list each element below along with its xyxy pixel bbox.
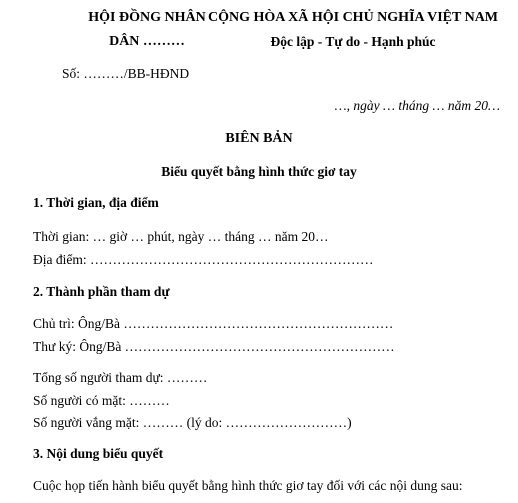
section-1-heading: 1. Thời gian, địa điểm	[33, 195, 159, 210]
council-name-line2: DÂN ………	[109, 34, 185, 49]
chairperson-line: Chủ trì: Ông/Bà ……………………………………………………	[33, 316, 394, 331]
secretary-line: Thư ký: Ông/Bà ……………………………………………………	[33, 339, 395, 354]
section-3-heading: 3. Nội dung biểu quyết	[33, 446, 164, 461]
voting-intro: Cuộc họp tiến hành biểu quyết bằng hình thức giơ tay đối với các nội dung sau:	[33, 478, 463, 493]
absent-count-line: Số người vắng mặt: ……… (lý do: ………………………)	[33, 415, 352, 430]
national-heading	[208, 10, 498, 50]
total-attendees-line: Tổng số người tham dự: ………	[33, 370, 208, 385]
present-count-line: Số người có mặt: ………	[33, 393, 170, 408]
national-motto: Độc lập - Tự do - Hạnh phúc	[270, 34, 436, 49]
meeting-place: Địa điểm: ………………………………………………………	[33, 252, 374, 267]
meeting-time: Thời gian: … giờ … phút, ngày … tháng … năm 20…	[33, 229, 329, 244]
document-subtitle: Biểu quyết bằng hình thức giơ tay	[161, 164, 357, 179]
document-title: BIÊN BẢN	[225, 131, 293, 146]
council-name-line1: HỘI ĐỒNG NHÂN	[88, 10, 206, 25]
country-name: CỘNG HÒA XÃ HỘI CHỦ NGHĨA VIỆT NAM	[208, 10, 499, 25]
section-2-heading: 2. Thành phần tham dự	[33, 284, 170, 299]
document-number: Số: ………/BB-HĐND	[62, 66, 190, 81]
date-line: …, ngày … tháng … năm 20…	[334, 98, 500, 113]
